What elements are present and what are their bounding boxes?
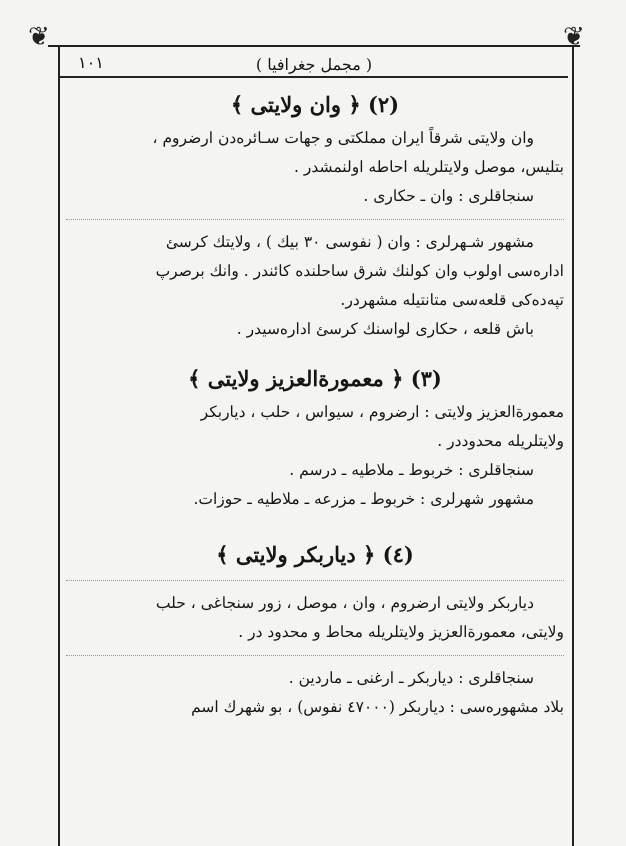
paragraph-line: سنجاقلرى : دياربكر ـ ارغنى ـ ماردين . [288, 669, 534, 687]
running-header [60, 52, 568, 78]
divider [66, 219, 564, 220]
paragraph-line: باش قلعه ، حكارى لواسنك كرسئ ادارەسيدر . [236, 320, 534, 338]
paragraph-line: دياربكر ولايتى ارضروم ، وان ، موصل ، زور سنجاغى ، حلب [155, 594, 534, 612]
paragraph-line: ولايتلريله محدوددر . [437, 432, 564, 450]
paragraph-line: وان ولايتى شرقاً ايران مملكتى و جهات سـائرەدن ارضروم ، [152, 129, 534, 147]
paragraph-line: سنجاقلرى : وان ـ حكارى . [363, 187, 534, 205]
page-body [66, 84, 564, 722]
divider [66, 580, 564, 581]
paragraph-line: سنجاقلرى : خربوط ـ ملاطيه ـ درسم . [289, 461, 534, 479]
divider [66, 655, 564, 656]
corner-ornament-right: ❦ [563, 22, 585, 52]
section-title-van: (٢) ﴿ وان ولايتى ﴾ [230, 92, 400, 117]
spacer [66, 514, 564, 534]
section-title-diyarbekir: (٤) ﴿ دياربكر ولايتى ﴾ [216, 542, 414, 567]
paragraph-line: ولايتى، معمورةالعزيز ولايتلريله محاط و محدود در . [238, 623, 564, 641]
spacer [66, 344, 564, 358]
paragraph-line: معمورةالعزيز ولايتى : ارضروم ، سيواس ، حلب ، دياربكر [200, 403, 564, 421]
paragraph-line: بلاد مشهورەسى : دياربكر (٤٧٠٠٠ نفوس) ، بو شهرك اسم [191, 698, 564, 716]
running-header-title: ( مجمل جغرافیا ) [255, 54, 373, 74]
paragraph-line: مشهور شـهرلرى : وان ( نفوسى ٣٠ بيك ) ، ولايتك كرسئ [165, 233, 534, 251]
paragraph-line: تپەدەكى قلعەسى متانتيله مشهردر. [340, 291, 564, 309]
section-title-mamuret-ul-aziz: (٣) ﴿ معمورةالعزيز ولايتى ﴾ [188, 366, 442, 391]
corner-ornament-left: ❦ [28, 22, 50, 52]
paragraph-line: بتليس، موصل ولايتلريله احاطه اولنمشدر . [294, 158, 564, 176]
page-number: ١٠١ [78, 53, 104, 72]
paragraph-line: مشهور شهرلرى : خربوط ـ مزرعه ـ ملاطيه ـ حوزات. [193, 490, 534, 508]
paragraph-line: ادارەسى اولوب وان كولنك شرق ساحلنده كائندر . وانك برصرپ [155, 262, 564, 280]
